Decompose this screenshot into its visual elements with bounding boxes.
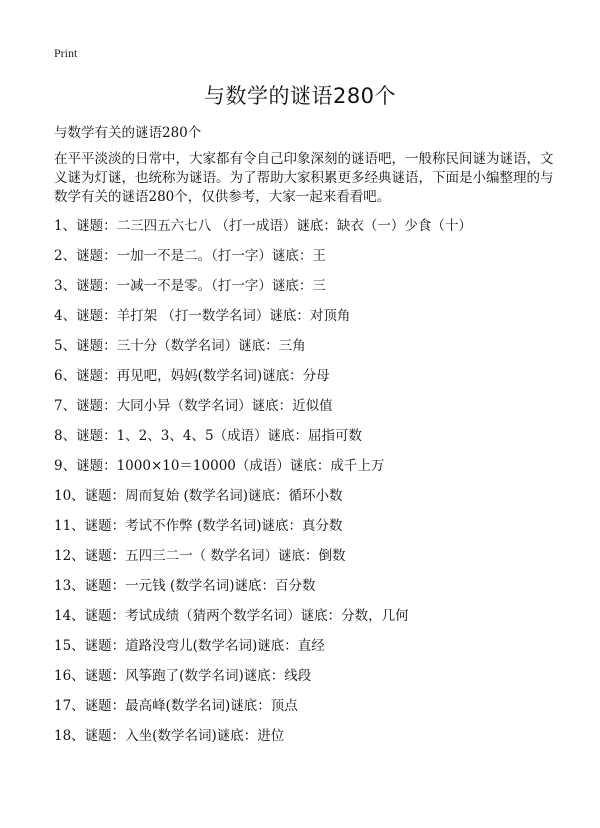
riddle-item: 9、谜题：1000×10＝10000（成语）谜底：成千上万 [54, 458, 385, 474]
riddle-item: 14、谜题：考试成绩（猜两个数学名词）谜底：分数，几何 [54, 608, 409, 624]
page-title: 与数学的谜语280个 [203, 84, 397, 108]
riddle-item: 16、谜题：风筝跑了(数学名词)谜底：线段 [54, 668, 312, 684]
print-link[interactable]: Print [54, 46, 78, 60]
riddle-item: 4、谜题：羊打架 （打一数学名词）谜底：对顶角 [54, 308, 351, 324]
riddle-item: 13、谜题：一元钱 (数学名词)谜底：百分数 [54, 578, 316, 594]
riddle-item: 10、谜题：周而复始 (数学名词)谜底：循环小数 [54, 488, 343, 504]
riddle-item: 5、谜题：三十分（数学名词）谜底：三角 [54, 338, 306, 354]
subtitle: 与数学有关的谜语280个 [54, 125, 202, 141]
riddle-item: 17、谜题：最高峰(数学名词)谜底：顶点 [54, 698, 298, 714]
riddle-item: 12、谜题：五四三二一（ 数学名词）谜底：倒数 [54, 548, 346, 564]
riddle-item: 3、谜题：一减一不是零。（打一字）谜底：三 [54, 278, 326, 294]
riddle-item: 2、谜题：一加一不是二。（打一字）谜底：王 [54, 248, 326, 264]
riddle-item: 15、谜题：道路没弯儿(数学名词)谜底：直经 [54, 638, 325, 654]
riddle-list [54, 214, 564, 754]
intro-paragraph: 在平平淡淡的日常中，大家都有令自己印象深刻的谜语吧，一般称民间谜为谜语，文义谜为灯谜，也统称为谜语。为了帮助大家积累更多经典谜语，下面是小编整理的与数学有关的谜语280个，仅供参考，大家一起来看看吧。 [54, 151, 554, 205]
riddle-item: 18、谜题：入坐(数学名词)谜底：进位 [54, 728, 285, 744]
riddle-item: 7、谜题：大同小异（数学名词）谜底：近似值 [54, 398, 333, 414]
riddle-item: 8、谜题：1、2、3、4、5（成语）谜底：屈指可数 [54, 428, 363, 444]
riddle-item: 11、谜题：考试不作弊 (数学名词)谜底：真分数 [54, 518, 343, 534]
riddle-item: 1、谜题：二三四五六七八 （打一成语）谜底：缺衣（一）少食（十） [54, 218, 472, 234]
riddle-item: 6、谜题：再见吧，妈妈(数学名词)谜底：分母 [54, 368, 330, 384]
